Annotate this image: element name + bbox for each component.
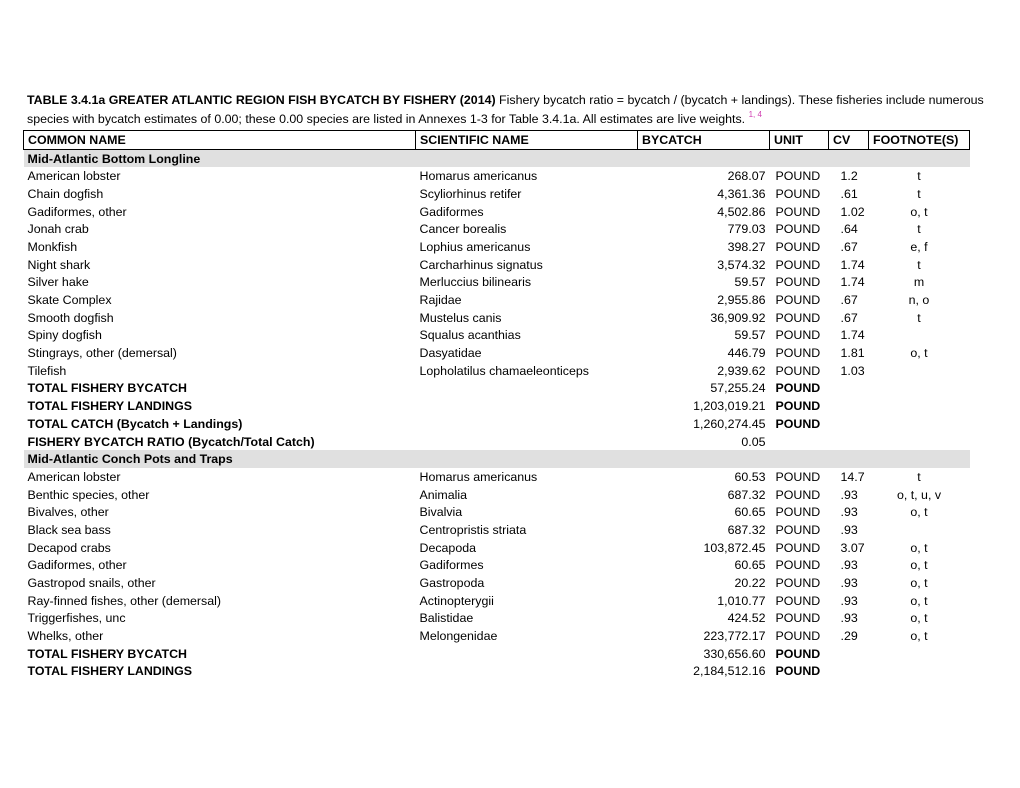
common-name-cell: Whelks, other [27, 629, 104, 644]
bycatch-cell: 446.79 [727, 346, 766, 361]
cv-cell: 1.81 [840, 346, 865, 361]
scientific-name-cell: Gadiformes [419, 558, 484, 573]
common-name-cell: Tilefish [27, 363, 67, 378]
total-row [24, 380, 970, 398]
common-name-cell: Skate Complex [27, 293, 112, 308]
footnote-cell: t [917, 469, 921, 484]
total-unit: POUND [775, 381, 821, 396]
table-row [24, 256, 970, 274]
footnote-cell: o, t [910, 204, 928, 219]
total-unit: POUND [775, 646, 821, 661]
empty-cell [869, 663, 970, 681]
table-row [24, 627, 970, 645]
unit-cell: POUND [775, 505, 821, 520]
bycatch-cell: 59.57 [734, 328, 766, 343]
unit-cell: POUND [775, 558, 821, 573]
bycatch-cell: 2,955.86 [717, 293, 766, 308]
common-name-cell: Bivalves, other [27, 505, 109, 520]
total-value: 330,656.60 [703, 646, 766, 661]
bycatch-cell: 4,502.86 [717, 204, 766, 219]
scientific-name-cell: Lopholatilus chamaeleonticeps [419, 363, 589, 378]
cv-cell: .61 [840, 186, 858, 201]
footnote-cell: t [917, 169, 921, 184]
cv-cell: 1.74 [840, 328, 865, 343]
scientific-name-cell: Actinopterygii [419, 593, 494, 608]
bycatch-cell: 424.52 [727, 611, 766, 626]
bycatch-cell: 398.27 [727, 239, 766, 254]
footnote-cell: o, t [910, 540, 928, 555]
header-bycatch: BYCATCH [638, 131, 770, 150]
unit-cell: POUND [775, 186, 821, 201]
bycatch-cell: 223,772.17 [703, 629, 766, 644]
unit-cell: POUND [775, 239, 821, 254]
scientific-name-cell: Cancer borealis [419, 222, 507, 237]
scientific-name-cell: Scyliorhinus retifer [419, 186, 522, 201]
table-row [24, 291, 970, 309]
bycatch-cell: 60.65 [734, 558, 766, 573]
footnote-cell: o, t [910, 611, 928, 626]
table-row [24, 610, 970, 628]
unit-cell: POUND [775, 522, 821, 537]
bycatch-cell: 779.03 [727, 222, 766, 237]
total-unit: POUND [775, 664, 821, 679]
scientific-name-cell: Homarus americanus [419, 169, 538, 184]
bycatch-cell: 687.32 [727, 487, 766, 502]
empty-cell [869, 433, 970, 451]
header-common-name: COMMON NAME [24, 131, 416, 150]
empty-cell [869, 397, 970, 415]
scientific-name-cell: Balistidae [419, 611, 474, 626]
section-row [24, 149, 970, 167]
footnote-cell: o, t [910, 558, 928, 573]
scientific-name-cell: Merluccius bilinearis [419, 275, 532, 290]
table-row [24, 362, 970, 380]
table-row [24, 574, 970, 592]
unit-cell: POUND [775, 222, 821, 237]
section-name: Mid-Atlantic Bottom Longline [24, 149, 970, 167]
common-name-cell: American lobster [27, 469, 121, 484]
total-value: 0.05 [741, 434, 766, 449]
table-row [24, 503, 970, 521]
unit-cell: POUND [775, 593, 821, 608]
common-name-cell: Night shark [27, 257, 91, 272]
scientific-name-cell: Homarus americanus [419, 469, 538, 484]
total-label: TOTAL FISHERY BYCATCH [27, 646, 187, 661]
table-row [24, 468, 970, 486]
footnote-cell: t [917, 257, 921, 272]
table-body [24, 149, 970, 680]
total-label: FISHERY BYCATCH RATIO (Bycatch/Total Catch) [27, 434, 315, 449]
table-row [24, 539, 970, 557]
table-row [24, 309, 970, 327]
footnote-cell: o, t [910, 593, 928, 608]
cv-cell: 3.07 [840, 540, 865, 555]
common-name-cell: Ray-finned fishes, other (demersal) [27, 593, 222, 608]
scientific-name-cell: Carcharhinus signatus [419, 257, 543, 272]
scientific-name-cell: Decapoda [419, 540, 476, 555]
footnote-cell: t [917, 222, 921, 237]
total-row [24, 433, 970, 451]
cv-cell: .29 [840, 629, 858, 644]
unit-cell: POUND [775, 293, 821, 308]
common-name-cell: Black sea bass [27, 522, 111, 537]
total-value: 1,203,019.21 [693, 399, 766, 414]
header-cv: CV [829, 131, 869, 150]
header-footnotes: FOOTNOTE(S) [869, 131, 970, 150]
common-name-cell: Smooth dogfish [27, 310, 114, 325]
common-name-cell: Silver hake [27, 275, 89, 290]
footnote-cell [869, 362, 970, 380]
cv-cell: 1.2 [840, 169, 858, 184]
unit-cell: POUND [775, 346, 821, 361]
footnote-reference: 1, 4 [748, 110, 762, 119]
footnote-cell: t [917, 186, 921, 201]
total-unit: POUND [775, 416, 821, 431]
common-name-cell: Decapod crabs [27, 540, 111, 555]
footnote-cell: o, t [910, 629, 928, 644]
common-name-cell: Benthic species, other [27, 487, 150, 502]
footnote-cell: n, o [908, 293, 930, 308]
table-row [24, 592, 970, 610]
unit-cell: POUND [775, 487, 821, 502]
scientific-name-cell: Bivalvia [419, 505, 463, 520]
bycatch-cell: 60.53 [734, 469, 766, 484]
unit-cell: POUND [775, 576, 821, 591]
scientific-name-cell: Rajidae [419, 293, 462, 308]
common-name-cell: Gadiformes, other [27, 558, 127, 573]
table-row [24, 486, 970, 504]
common-name-cell: Chain dogfish [27, 186, 104, 201]
unit-cell: POUND [775, 275, 821, 290]
caption-text: Fishery bycatch ratio = bycatch / (bycatch + landings). These fisheries include numerous species with bycatch estimates of 0.00; these 0.00 species are listed in Annexes 1-3 for Table 3.4.1a. All estimates are live weights. [27, 93, 984, 126]
scientific-name-cell: Squalus acanthias [419, 328, 521, 343]
table-row [24, 167, 970, 185]
empty-cell [829, 397, 869, 415]
scientific-name-cell: Centropristis striata [419, 522, 527, 537]
bycatch-cell: 1,010.77 [717, 593, 766, 608]
bycatch-cell: 60.65 [734, 505, 766, 520]
table-header [24, 131, 970, 150]
bycatch-cell: 20.22 [734, 576, 766, 591]
table-caption [27, 91, 987, 129]
header-unit: UNIT [770, 131, 829, 150]
cv-cell: .93 [840, 611, 858, 626]
cv-cell: .93 [840, 558, 858, 573]
common-name-cell: Jonah crab [27, 222, 89, 237]
total-label: TOTAL FISHERY BYCATCH [27, 381, 187, 396]
unit-cell: POUND [775, 363, 821, 378]
scientific-name-cell: Mustelus canis [419, 310, 502, 325]
cv-cell: 14.7 [840, 469, 865, 484]
table-row [24, 521, 970, 539]
table-row [24, 274, 970, 292]
unit-cell: POUND [775, 328, 821, 343]
cv-cell: 1.02 [840, 204, 865, 219]
footnote-cell [869, 327, 970, 345]
unit-cell: POUND [775, 204, 821, 219]
empty-cell [829, 433, 869, 451]
common-name-cell: Gadiformes, other [27, 204, 127, 219]
footnote-cell: o, t [910, 346, 928, 361]
bycatch-cell: 103,872.45 [703, 540, 766, 555]
unit-cell: POUND [775, 310, 821, 325]
footnote-cell: o, t [910, 505, 928, 520]
total-unit [770, 433, 829, 451]
section-row [24, 450, 970, 468]
footnote-cell: o, t, u, v [896, 487, 942, 502]
cv-cell: .67 [840, 310, 858, 325]
bycatch-cell: 2,939.62 [717, 363, 766, 378]
empty-cell [829, 415, 869, 433]
common-name-cell: Triggerfishes, unc [27, 611, 126, 626]
common-name-cell: Gastropod snails, other [27, 576, 156, 591]
unit-cell: POUND [775, 540, 821, 555]
footnote-cell: o, t [910, 576, 928, 591]
unit-cell: POUND [775, 611, 821, 626]
empty-cell [869, 645, 970, 663]
total-label: TOTAL FISHERY LANDINGS [27, 399, 193, 414]
section-name: Mid-Atlantic Conch Pots and Traps [24, 450, 970, 468]
cv-cell: .93 [840, 593, 858, 608]
total-label: TOTAL FISHERY LANDINGS [27, 664, 193, 679]
footnote-cell: e, f [910, 239, 928, 254]
total-row [24, 415, 970, 433]
footnote-cell: m [913, 275, 925, 290]
cv-cell: .93 [840, 505, 858, 520]
header-scientific-name: SCIENTIFIC NAME [416, 131, 638, 150]
bycatch-cell: 687.32 [727, 522, 766, 537]
table-title: TABLE 3.4.1a GREATER ATLANTIC REGION FISH BYCATCH BY FISHERY (2014) [27, 93, 496, 107]
total-unit: POUND [775, 399, 821, 414]
bycatch-cell: 59.57 [734, 275, 766, 290]
common-name-cell: Spiny dogfish [27, 328, 102, 343]
header-row [24, 131, 970, 150]
unit-cell: POUND [775, 257, 821, 272]
cv-cell: 1.74 [840, 257, 865, 272]
common-name-cell: Monkfish [27, 239, 78, 254]
cv-cell: .67 [840, 293, 858, 308]
empty-cell [869, 415, 970, 433]
cv-cell: .64 [840, 222, 858, 237]
table-row [24, 327, 970, 345]
total-row [24, 663, 970, 681]
total-row [24, 645, 970, 663]
table-row [24, 238, 970, 256]
table-row [24, 220, 970, 238]
total-row [24, 397, 970, 415]
unit-cell: POUND [775, 629, 821, 644]
total-value: 57,255.24 [710, 381, 766, 396]
table-row [24, 344, 970, 362]
cv-cell: .93 [840, 576, 858, 591]
cv-cell: .93 [840, 487, 858, 502]
bycatch-cell: 3,574.32 [717, 257, 766, 272]
table-row [24, 557, 970, 575]
scientific-name-cell: Animalia [419, 487, 468, 502]
cv-cell: 1.74 [840, 275, 865, 290]
empty-cell [829, 663, 869, 681]
unit-cell: POUND [775, 469, 821, 484]
empty-cell [869, 380, 970, 398]
cv-cell: .93 [840, 522, 858, 537]
common-name-cell: American lobster [27, 169, 121, 184]
total-value: 1,260,274.45 [693, 416, 766, 431]
empty-cell [829, 380, 869, 398]
table-row [24, 185, 970, 203]
bycatch-cell: 36,909.92 [710, 310, 766, 325]
scientific-name-cell: Gastropoda [419, 576, 485, 591]
scientific-name-cell: Dasyatidae [419, 346, 482, 361]
common-name-cell: Stingrays, other (demersal) [27, 346, 177, 361]
scientific-name-cell: Melongenidae [419, 629, 498, 644]
bycatch-table [23, 130, 970, 680]
scientific-name-cell: Lophius americanus [419, 239, 531, 254]
footnote-cell [869, 521, 970, 539]
footnote-cell: t [917, 310, 921, 325]
bycatch-cell: 4,361.36 [717, 186, 766, 201]
total-label: TOTAL CATCH (Bycatch + Landings) [27, 416, 243, 431]
unit-cell: POUND [775, 169, 821, 184]
cv-cell: .67 [840, 239, 858, 254]
scientific-name-cell: Gadiformes [419, 204, 484, 219]
bycatch-cell: 268.07 [727, 169, 766, 184]
total-value: 2,184,512.16 [693, 664, 766, 679]
empty-cell [829, 645, 869, 663]
table-row [24, 203, 970, 221]
cv-cell: 1.03 [840, 363, 865, 378]
